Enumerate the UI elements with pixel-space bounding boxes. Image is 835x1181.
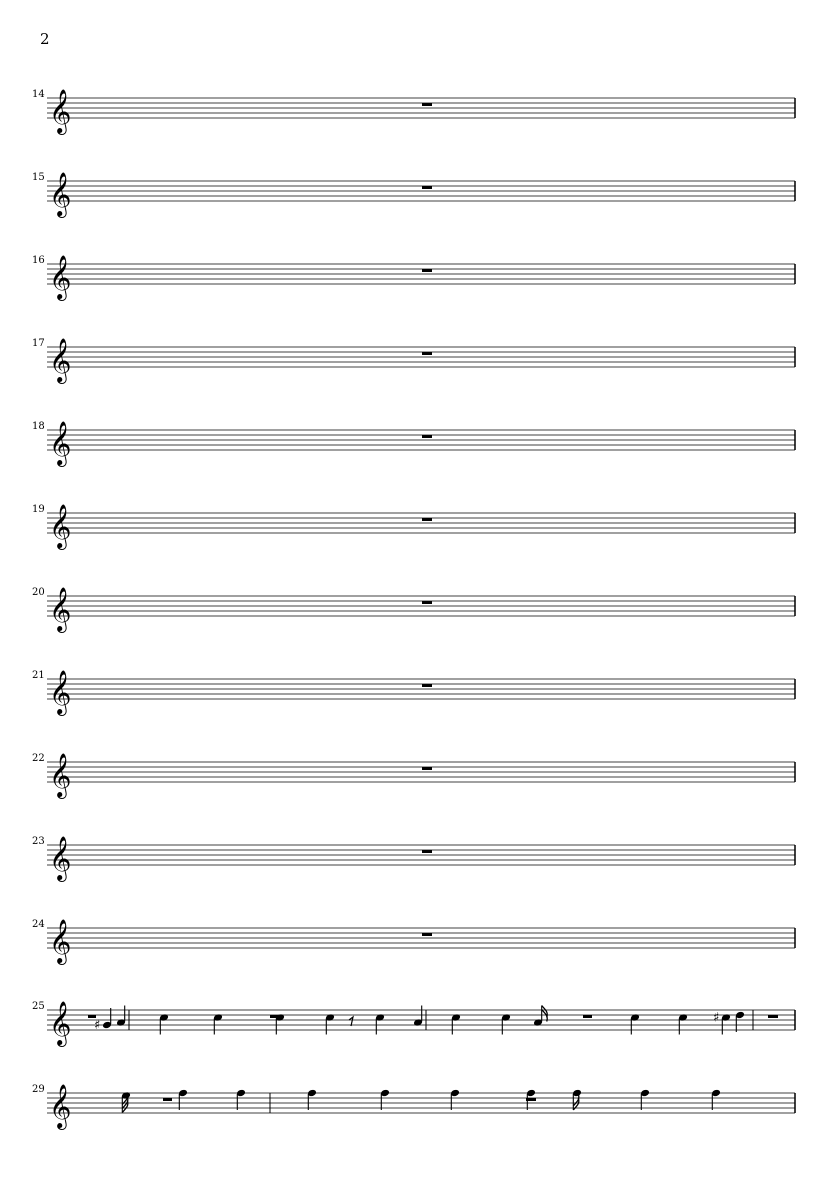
treble-clef-icon: 𝄞 bbox=[49, 255, 72, 299]
treble-clef-icon: 𝄞 bbox=[49, 836, 72, 880]
staff-system bbox=[32, 753, 795, 799]
staff-system bbox=[32, 836, 795, 882]
rest bbox=[422, 186, 432, 189]
treble-clef-icon: 𝄞 bbox=[49, 504, 72, 548]
rest bbox=[422, 269, 432, 272]
measure-number: 16 bbox=[32, 255, 45, 266]
rest bbox=[422, 103, 432, 106]
treble-clef-icon: 𝄞 bbox=[49, 89, 72, 133]
rest bbox=[422, 767, 432, 770]
sharp-sign: ♯ bbox=[94, 1018, 101, 1033]
treble-clef-icon: 𝄞 bbox=[49, 919, 72, 963]
measure-number: 14 bbox=[32, 89, 45, 100]
staff-system bbox=[32, 587, 795, 633]
treble-clef-icon: 𝄞 bbox=[49, 1084, 72, 1128]
treble-clef-icon: 𝄞 bbox=[49, 172, 72, 216]
measure-number: 24 bbox=[32, 919, 45, 930]
sharp-sign: ♯ bbox=[713, 1010, 720, 1026]
rest bbox=[422, 352, 432, 355]
rest bbox=[422, 601, 432, 604]
rest bbox=[163, 1098, 172, 1101]
staff-system bbox=[32, 670, 795, 716]
treble-clef-icon: 𝄞 bbox=[49, 753, 72, 797]
staff-system bbox=[32, 421, 795, 467]
staff-system bbox=[32, 338, 795, 384]
measure-number: 19 bbox=[32, 504, 45, 515]
staff-system bbox=[32, 255, 795, 301]
staff-system bbox=[32, 1001, 795, 1047]
page-number: 2 bbox=[40, 30, 50, 48]
rest bbox=[422, 933, 432, 936]
measure-number: 23 bbox=[32, 836, 45, 847]
measure-number: 15 bbox=[32, 172, 45, 183]
measure-number: 29 bbox=[32, 1084, 45, 1095]
rest bbox=[422, 435, 432, 438]
measure-number: 21 bbox=[32, 670, 45, 681]
rest bbox=[422, 518, 432, 521]
staff-system bbox=[32, 89, 795, 135]
staff-system bbox=[32, 504, 795, 550]
treble-clef-icon: 𝄞 bbox=[49, 338, 72, 382]
rest bbox=[583, 1015, 592, 1018]
measure-number: 20 bbox=[32, 587, 45, 598]
treble-clef-icon: 𝄞 bbox=[49, 1001, 72, 1045]
measure-number: 22 bbox=[32, 753, 45, 764]
rest bbox=[768, 1015, 778, 1018]
treble-clef-icon: 𝄞 bbox=[49, 587, 72, 631]
treble-clef-icon: 𝄞 bbox=[49, 670, 72, 714]
staff-system bbox=[32, 919, 795, 965]
rest bbox=[422, 850, 432, 853]
measure-number: 25 bbox=[32, 1001, 45, 1012]
measure-number: 18 bbox=[32, 421, 45, 432]
staff-system bbox=[32, 172, 795, 218]
treble-clef-icon: 𝄞 bbox=[49, 421, 72, 465]
staff-system bbox=[32, 1084, 795, 1130]
rest bbox=[422, 684, 432, 687]
measure-number: 17 bbox=[32, 338, 45, 349]
